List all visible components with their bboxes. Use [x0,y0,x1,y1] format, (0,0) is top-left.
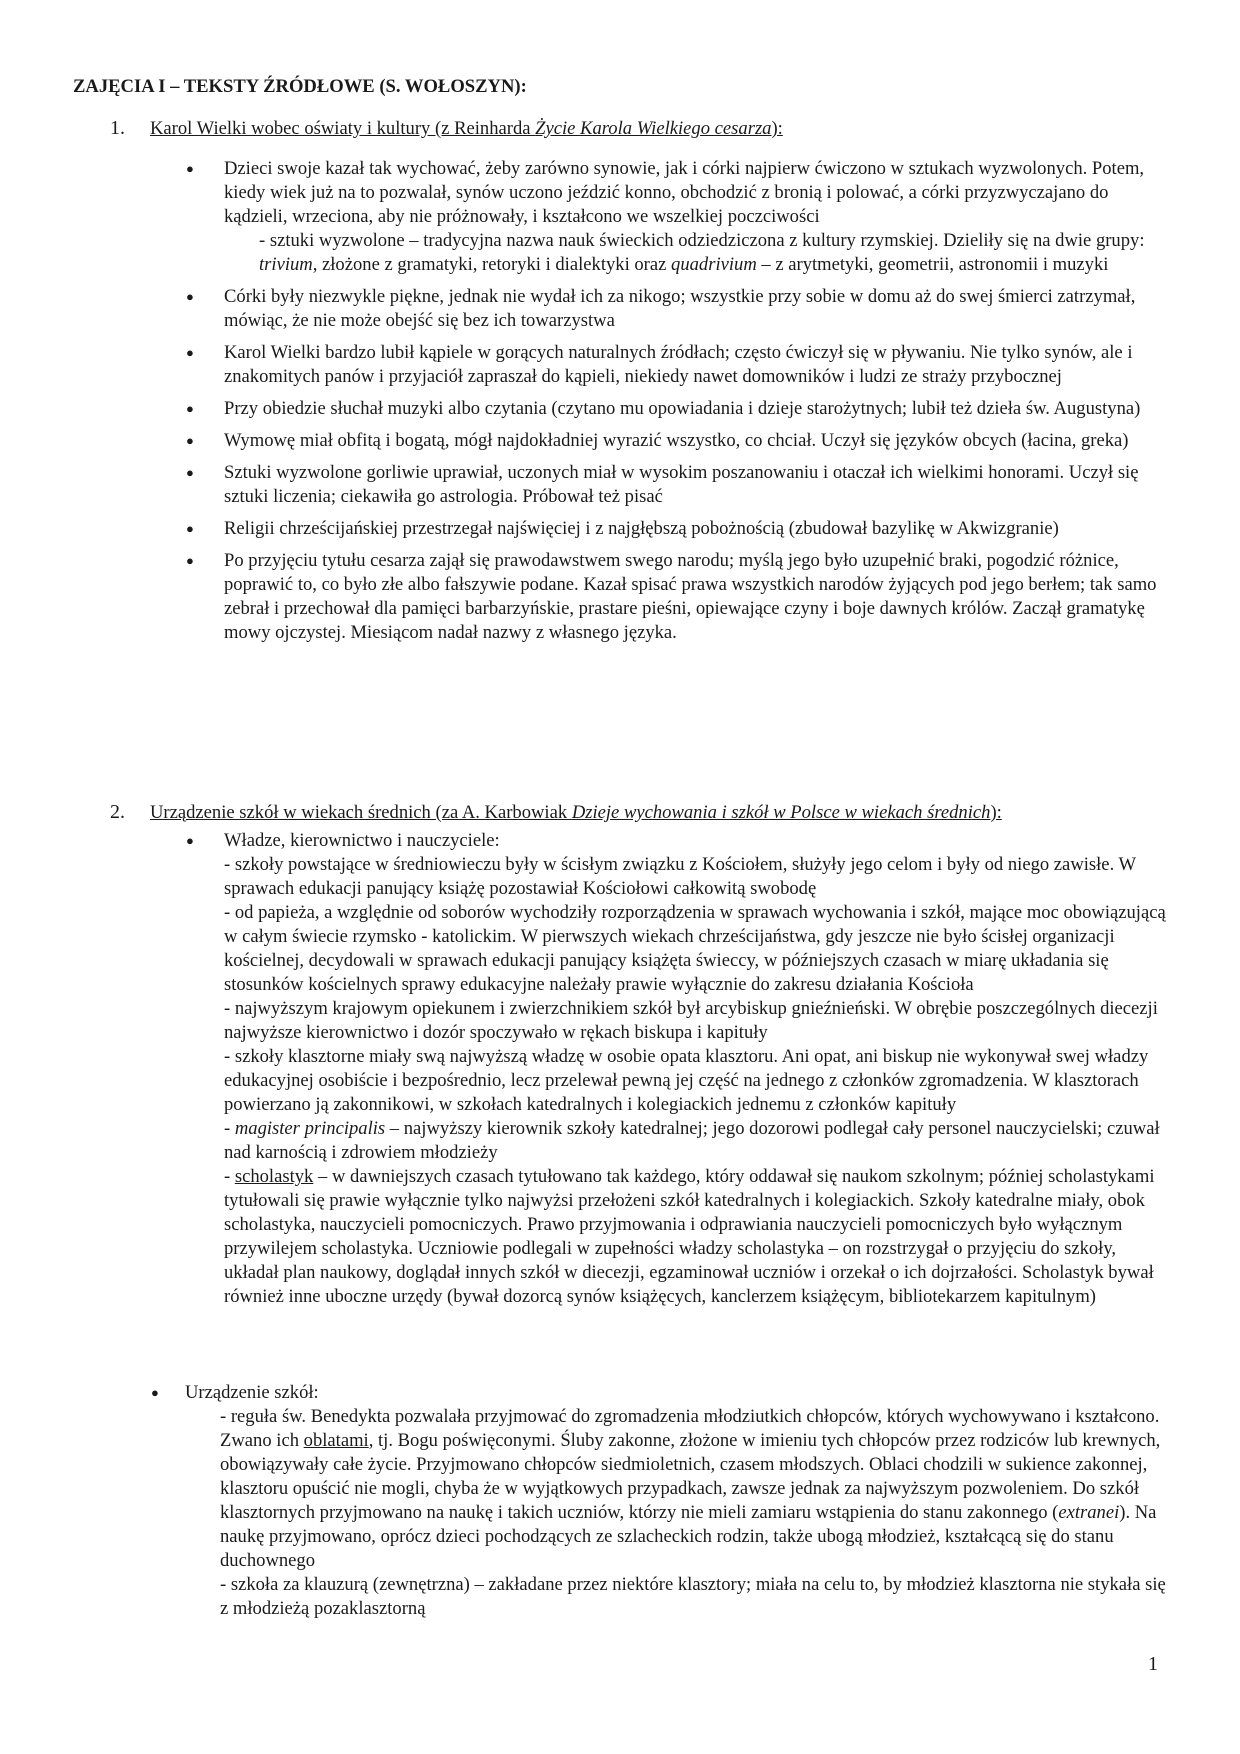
section-1-heading-end: ): [771,118,783,139]
list-item [180,397,1170,421]
bullet-note [224,229,1170,277]
list-item [180,285,1170,333]
bullet-line: - szkoły klasztorne miały swą najwyższą władzę w osobie opata klasztoru. Ani opat, ani biskup nie wykonywał swej władzy edukacyjnej osobiście i bezpośrednio, lecz przelewał pewną jej część na jednego z członków zgromadzenia. W klasztorach powierzano ją zakonnikowi, w szkołach katedralnych i kolegiackich jednemu z członków kapituły [224,1046,1149,1115]
bullet-text: Dzieci swoje kazał tak wychować, żeby zarówno synowie, jak i córki najpierw ćwiczono w sztukach wyzwolonych. Potem, kiedy wiek już na to pozwalał, synów uczono jeździć konno, obchodzić z bronią i polować, a córki przyzwyczajano do kądzieli, wrzeciona, aby nie próżnowały, i kształcono we wszelkiej poczciwości [224,158,1145,227]
bullet-text: Po przyjęciu tytułu cesarza zajął się prawodawstwem swego narodu; myślą jego było uzupełnić braki, pogodzić różnice, poprawić to, co było złe albo fałszywie podane. Kazał spisać prawa wszystkich narodów żyjących pod jego berłem; tak samo zebrał i przechował dla pamięci barbarzyńskie, prastare pieśni, opiewające czyny i boje dawnych królów. Zaczął gramatykę mowy ojczystej. Miesiącom nadał nazwy z własnego języka. [224,550,1157,643]
bullet-line: - szkoła za klauzurą (zewnętrzna) – zakładane przez niektóre klasztory; miała na celu to, by młodzież klasztorna nie stykała się z młodzieżą pozaklasztorną [220,1574,1166,1619]
list-item [180,461,1170,509]
section-2-heading-italic: Dzieje wychowania i szkół w Polsce w wiekach średnich [571,802,991,823]
page-number: 1 [1148,1653,1158,1675]
section-2-heading [110,800,1002,825]
section-2-heading-text [150,802,1002,823]
bullet-text: Wymowę miał obfitą i bogatą, mógł najdokładniej wyrazić wszystko, co chciał. Uczył się języków obcych (łacina, greka) [224,430,1129,451]
list-item [180,549,1170,645]
bullet-text: Religii chrześcijańskiej przestrzegał najświęciej i z najgłębszą pobożnością (zbudował bazylikę w Akwizgranie) [224,518,1059,539]
section-2-bullet-list-2 [145,1381,1170,1621]
bullet-line [224,1165,1170,1309]
dash: - [224,1118,235,1139]
section-2-heading-end: ): [990,802,1002,823]
line-part: , tj. Bogu poświęconymi. Śluby zakonne, złożone w imieniu tych chłopców przez rodziców lub krewnych, obowiązywały całe życie. Przyjmowano chłopców siedmioletnich, czasem młodszych. Oblaci chodzili w sukience zakonnej, klasztoru opuścić nie mogli, chyba że w wyjątkowych przypadkach, zawsze jednak za najwyższym pozwoleniem. Do szkół klasztornych przyjmowano na naukę i takich uczniów, którzy nie mieli zamiaru wstąpienia do stanu zakonnego ( [220,1430,1161,1523]
list-item [145,1381,1170,1621]
section-2-bullet-list-1 [180,829,1170,1309]
bullet-line: - najwyższym krajowym opiekunem i zwierzchnikiem szkół był arcybiskup gnieźnieński. W obrębie poszczególnych diecezji najwyższe kierownictwo i dozór spoczywało w rękach biskupa i kapituły [224,998,1158,1043]
section-1-heading-plain: Karol Wielki wobec oświaty i kultury (z Reinharda [150,118,536,139]
section-1-heading [110,116,783,141]
list-item [180,429,1170,453]
list-item [180,341,1170,389]
section-1-heading-italic: Życie Karola Wielkiego cesarza [535,118,772,139]
section-1-number: 1. [110,117,125,139]
list-item [180,157,1170,277]
bullet-text: Przy obiedzie słuchał muzyki albo czytania (czytano mu opowiadania i dzieje starożytnych; lubił też dzieła św. Augustyna) [224,398,1141,419]
term-magister-principalis: magister principalis [234,1118,386,1139]
list-item [180,829,1170,1309]
document-title: ZAJĘCIA I – TEKSTY ŹRÓDŁOWE (S. WOŁOSZYN): [73,76,527,97]
line-part: - reguła św. Benedykta pozwalała przyjmować do zgromadzenia młodziutkich chłopców, których wychowywano i kształcono. Zwano ich [220,1406,1160,1451]
bullet-line [185,1405,1170,1573]
bullet-line: - od papieża, a względnie od soborów wychodziły rozporządzenia w sprawach wychowania i szkół, mające moc obowiązującą w całym świecie rzymsko - katolickim. W pierwszych wiekach chrześcijaństwa, gdy jeszcze nie było ścisłej organizacji kościelnej, decydowali w sprawach edukacji panujący książęta świeccy, w późniejszych czasach w miarę układania się stosunków kościelnych sprawy edukacyjne należały prawie wyłącznie do zakresu działania Kościoła [224,902,1166,995]
term-scholastyk: scholastyk [234,1166,314,1187]
note-part: , złożone z gramatyki, retoryki i dialektyki oraz [312,254,672,275]
note-part: - sztuki wyzwolone – tradycyjna nazwa nauk świeckich odziedziczona z kultury rzymskiej. Dzieliły się na dwie grupy: [259,230,1145,251]
bullet-line: - szkoły powstające w średniowieczu były w ścisłym związku z Kościołem, służyły jego celom i były od niego zawisłe. W sprawach edukacji panujący książę pozostawiał Kościołowi całkowitą swobodę [224,854,1136,899]
dash: - [224,1166,235,1187]
line-rest: – w dawniejszych czasach tytułowano tak każdego, który oddawał się naukom szkolnym; później scholastykami tytułowali się prawie wyłącznie tylko najwyżsi przełożeni szkół katedralnych i kolegiackich. Szkoły katedralne miały, obok scholastyka, nauczycieli pomocniczych. Prawo przyjmowania i odprawiania nauczycieli pomocniczych było wyłącznym przywilejem scholastyka. Uczniowie podlegali w zupełności władzy scholastyka – on rozstrzygał o przyjęciu do szkoły, układał plan naukowy, doglądał innych szkół w diecezji, egzaminował uczniów i orzekał o ich dojrzałości. Scholastyk bywał również inne uboczne urzędy (bywał dozorcą synów książęcych, kanclerzem książęcym, bibliotekarzem kapitulnym) [224,1166,1155,1307]
bullet-text: Sztuki wyzwolone gorliwie uprawiał, uczonych miał w wysokim poszanowaniu i otaczał ich wielkimi honorami. Uczył się sztuki liczenia; ciekawiła go astrologia. Próbował też pisać [224,462,1139,507]
section-2-number: 2. [110,801,125,823]
note-italic-quadrivium: quadrivium [671,254,757,275]
bullet-text: Córki były niezwykle piękne, jednak nie wydał ich za nikogo; wszystkie przy sobie w domu aż do swej śmierci zatrzymał, mówiąc, że nie może obejść się bez ich towarzystwa [224,286,1136,331]
list-item [180,517,1170,541]
section-1-heading-text [150,118,783,139]
line-rest: – najwyższy kierownik szkoły katedralnej; jego dozorowi podlegał cały personel nauczycielski; czuwał nad karnością i zdrowiem młodzieży [224,1118,1160,1163]
term-oblatami: oblatami [303,1430,369,1451]
line-part: ). Na naukę przyjmowano, oprócz dzieci pochodzących ze szlacheckich rodzin, także ubogą młodzież, kształcącą się do stanu duchownego [220,1502,1157,1571]
bullet-line [224,1117,1170,1165]
bullet-label: ● Urządzenie szkół: [185,1382,319,1403]
term-extranei: extranei [1058,1502,1120,1523]
section-1-bullet-list [180,157,1170,653]
note-part: – z arytmetyki, geometrii, astronomii i muzyki [756,254,1109,275]
note-italic-trivium: trivium [259,254,313,275]
section-2-heading-plain: Urządzenie szkół w wiekach średnich (za A. Karbowiak [150,802,572,823]
bullet-text: Karol Wielki bardzo lubił kąpiele w gorących naturalnych źródłach; często ćwiczył się w pływaniu. Nie tylko synów, ale i znakomitych panów i przyjaciół zapraszał do kąpieli, niekiedy nawet domowników i ludzi ze straży przybocznej [224,342,1133,387]
bullet-label: ● Władze, kierownictwo i nauczyciele: [224,830,500,851]
